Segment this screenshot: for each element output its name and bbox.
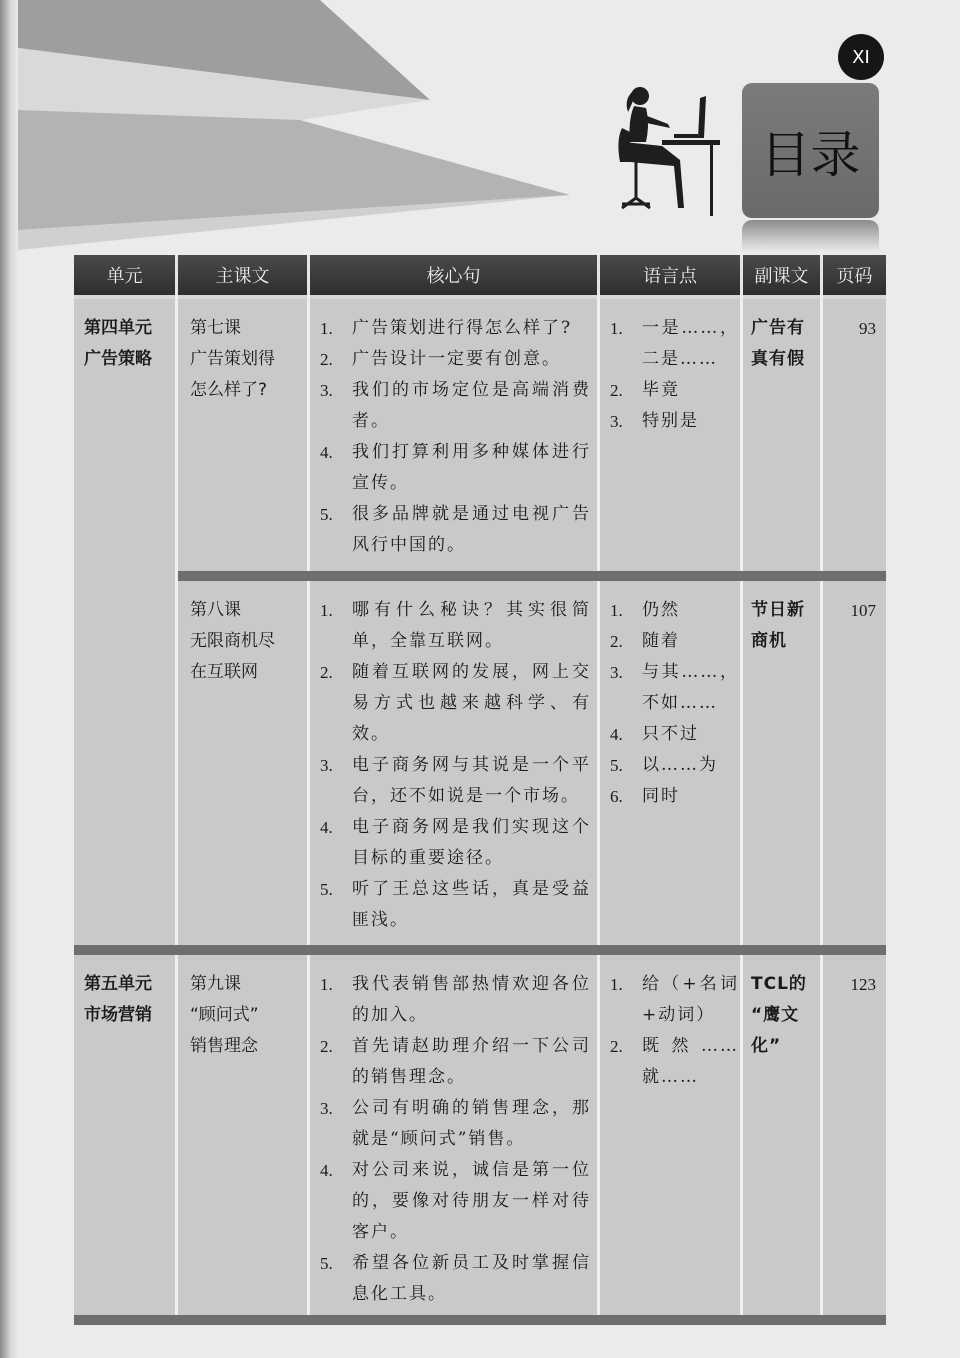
page-number[interactable]: 93 (823, 299, 886, 571)
list-item: 3. 电子商务网与其说是一个平台，还不如说是一个市场。 (320, 755, 591, 806)
lesson-cell (178, 299, 310, 571)
list-item: 2. 随着互联网的发展，网上交易方式也越来越科学、有效。 (320, 662, 591, 744)
table-header-row (74, 255, 886, 295)
sub-text-cell: TCL的 “鹰文化” (743, 955, 823, 1315)
list-item: 4. 对公司来说，诚信是第一位的，要像对待朋友一样对待客户。 (320, 1160, 591, 1242)
sub-text-cell: 广告有 真有假 (743, 299, 823, 571)
unit-cell (74, 955, 178, 1315)
lesson-title-cont: 销售理念 (190, 1036, 258, 1056)
page-title: 目录 (742, 83, 879, 218)
language-points-cell (600, 299, 743, 571)
table-of-contents (74, 255, 886, 1325)
core-sentences-cell (310, 955, 600, 1315)
unit-title: 市场营销 (84, 1005, 152, 1025)
sub-text-cell: 节日新 商机 (743, 581, 823, 945)
list-item: 2. 首先请赵助理介绍一下公司的销售理念。 (320, 1036, 591, 1087)
lesson-cell (178, 955, 310, 1315)
language-points-cell (600, 955, 743, 1315)
list-item: 1. 仍然 (610, 600, 680, 620)
lesson-number: 第八课 (190, 600, 241, 620)
page-number-badge: XI (838, 34, 884, 80)
lesson-title-cont: 在互联网 (190, 662, 258, 682)
core-sentences-cell (310, 581, 600, 945)
header-unit: 单元 (74, 255, 178, 295)
list-item: 1. 一是……，二是…… (610, 318, 739, 369)
list-item: 2. 毕竟 (610, 380, 680, 400)
table-row (74, 581, 886, 945)
page-number[interactable]: 123 (823, 955, 886, 1315)
list-item: 1. 哪有什么秘诀？其实很简单，全靠互联网。 (320, 600, 591, 651)
unit-title: 广告策略 (84, 349, 152, 369)
unit-cell (74, 299, 178, 945)
header-page: 页码 (823, 255, 886, 295)
lesson-number: 第七课 (190, 318, 241, 338)
header-core-sentences: 核心句 (310, 255, 600, 295)
list-item: 4. 我们打算利用多种媒体进行宣传。 (320, 442, 591, 493)
core-sentences-cell (310, 299, 600, 571)
list-item: 2. 既然……就…… (610, 1036, 739, 1087)
list-item: 5. 很多品牌就是通过电视广告风行中国的。 (320, 504, 591, 555)
page-number[interactable]: 107 (823, 581, 886, 945)
header-banner (0, 0, 960, 255)
header-sub-text: 副课文 (743, 255, 823, 295)
list-item: 5. 希望各位新员工及时掌握信息化工具。 (320, 1253, 591, 1304)
lesson-title: “顾问式” (190, 1005, 259, 1025)
list-item: 3. 公司有明确的销售理念，那就是“顾问式”销售。 (320, 1098, 591, 1149)
list-item: 2. 广告设计一定要有创意。 (320, 349, 561, 369)
list-item: 1. 广告策划进行得怎么样了? (320, 318, 573, 338)
list-item: 6. 同时 (610, 786, 680, 806)
list-item: 3. 我们的市场定位是高端消费者。 (320, 380, 591, 431)
list-item: 5. 听了王总这些话，真是受益匪浅。 (320, 879, 591, 930)
list-item: 3. 特别是 (610, 411, 699, 431)
language-points-cell (600, 581, 743, 945)
lesson-number: 第九课 (190, 974, 241, 994)
table-row (74, 299, 886, 571)
header-main-text: 主课文 (178, 255, 310, 295)
lesson-cell (178, 581, 310, 945)
list-item: 4. 电子商务网是我们实现这个目标的重要途径。 (320, 817, 591, 868)
woman-at-computer-icon (600, 80, 730, 220)
list-item: 3. 与其……，不如…… (610, 662, 739, 713)
table-row (74, 955, 886, 1315)
unit-number: 第五单元 (84, 974, 152, 994)
list-item: 1. 给（+名词+动词） (610, 974, 739, 1025)
lesson-title: 广告策划得 (190, 349, 275, 369)
list-item: 2. 随着 (610, 631, 680, 651)
header-language-points: 语言点 (600, 255, 743, 295)
title-reflection (742, 220, 879, 252)
list-item: 5. 以……为 (610, 755, 718, 775)
list-item: 1. 我代表销售部热情欢迎各位的加入。 (320, 974, 591, 1025)
list-item: 4. 只不过 (610, 724, 699, 744)
lesson-title-cont: 怎么样了? (190, 380, 268, 400)
unit-number: 第四单元 (84, 318, 152, 338)
lesson-title: 无限商机尽 (190, 631, 275, 651)
